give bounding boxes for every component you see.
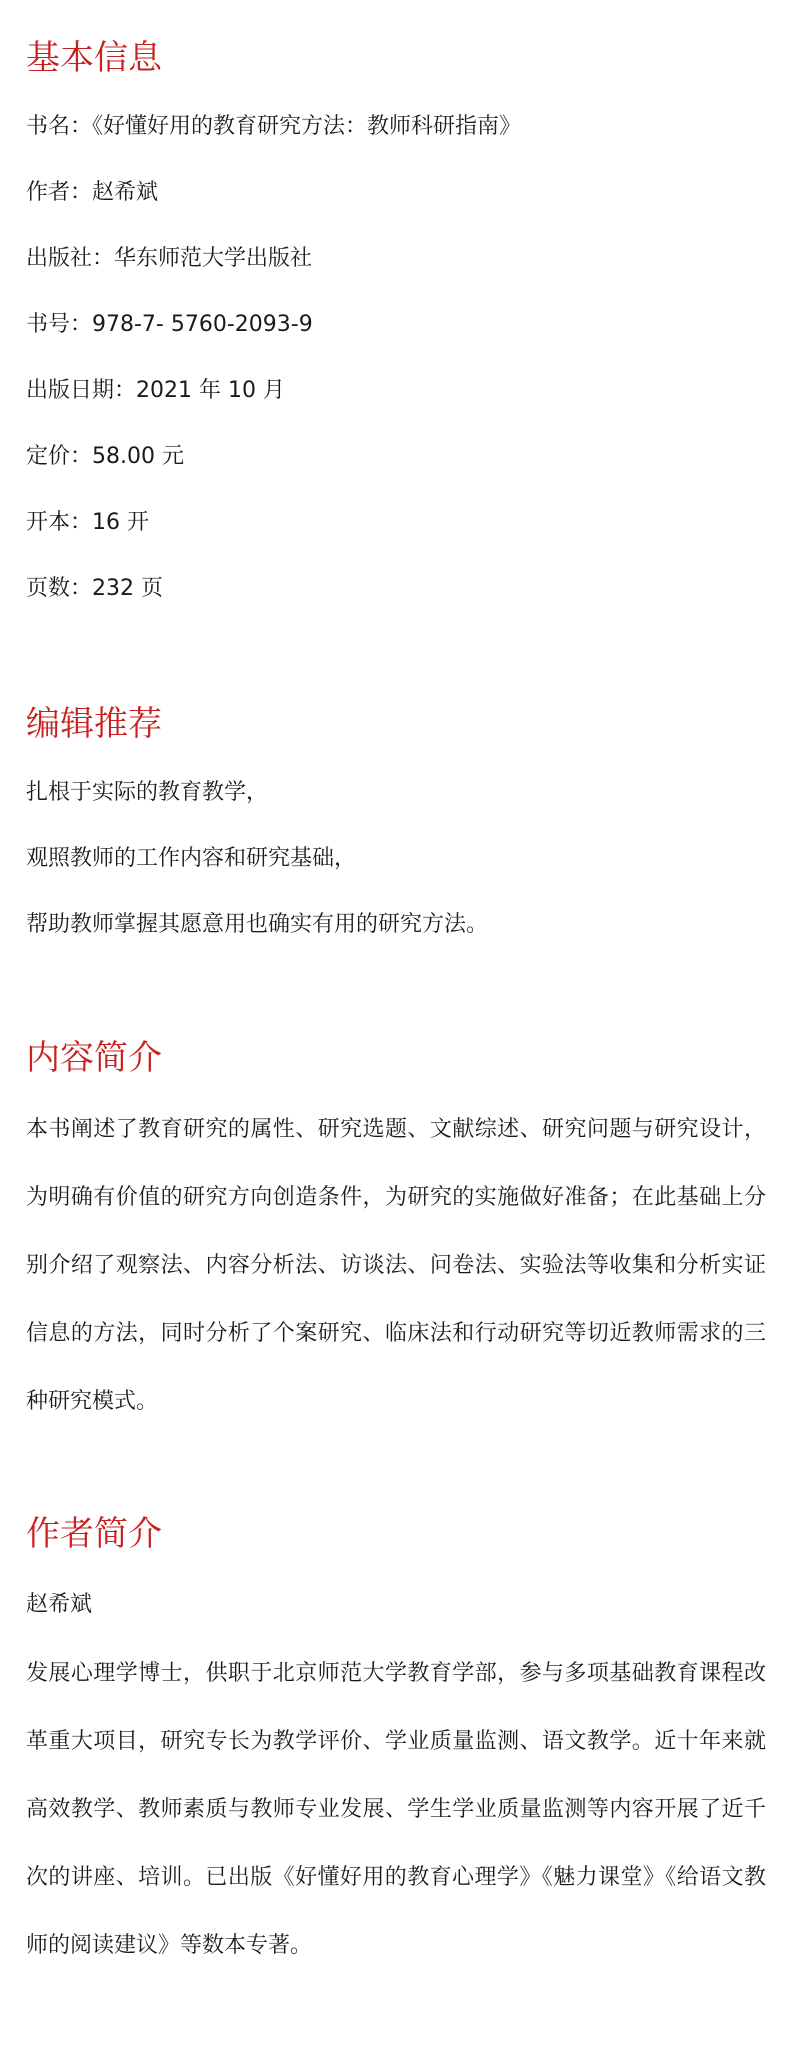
content-intro-heading: 内容简介 <box>26 1038 162 1078</box>
basic-info-publisher: 出版社：华东师范大学出版社 <box>26 246 313 271</box>
basic-info-format: 开本：16 开 <box>26 510 149 535</box>
basic-info-isbn: 书号：978-7- 5760-2093-9 <box>26 312 313 337</box>
basic-info-author: 作者：赵希斌 <box>26 180 159 205</box>
author-intro-heading: 作者简介 <box>26 1514 162 1554</box>
basic-info-title: 书名：《好懂好用的教育研究方法：教师科研指南》 <box>26 114 522 139</box>
basic-info-price: 定价：58.00 元 <box>26 444 184 469</box>
basic-info-pages: 页数：232 页 <box>26 576 163 601</box>
editor-recommendation-line: 观照教师的工作内容和研究基础， <box>26 846 357 871</box>
content-intro-text: 本书阐述了教育研究的属性、研究选题、文献综述、研究问题与研究设计，为明确有价值的研究方向创造条件，为研究的实施做好准备；在此基础上分别介绍了观察法、内容分析法、访谈法、问卷法、实验法等收集和分析实证信息的方法，同时分析了个案研究、临床法和行动研究等切近教师需求的三种研究模式。 <box>26 1117 766 1414</box>
editor-recommendation-line: 帮助教师掌握其愿意用也确实有用的研究方法。 <box>26 912 489 937</box>
author-name: 赵希斌 <box>26 1592 93 1617</box>
editor-recommendation-heading: 编辑推荐 <box>26 704 162 744</box>
author-bio: 发展心理学博士，供职于北京师范大学教育学部，参与多项基础教育课程改革重大项目，研究专长为教学评价、学业质量监测、语文教学。近十年来就高效教学、教师素质与教师专业发展、学生学业质量监测等内容开展了近千次的讲座、培训。已出版《好懂好用的教育心理学》《魅力课堂》《给语文教师的阅读建议》等数本专著。 <box>26 1661 766 1958</box>
editor-recommendation-line: 扎根于实际的教育教学， <box>26 780 269 805</box>
basic-info-heading: 基本信息 <box>26 38 162 78</box>
basic-info-date: 出版日期：2021 年 10 月 <box>26 378 285 403</box>
